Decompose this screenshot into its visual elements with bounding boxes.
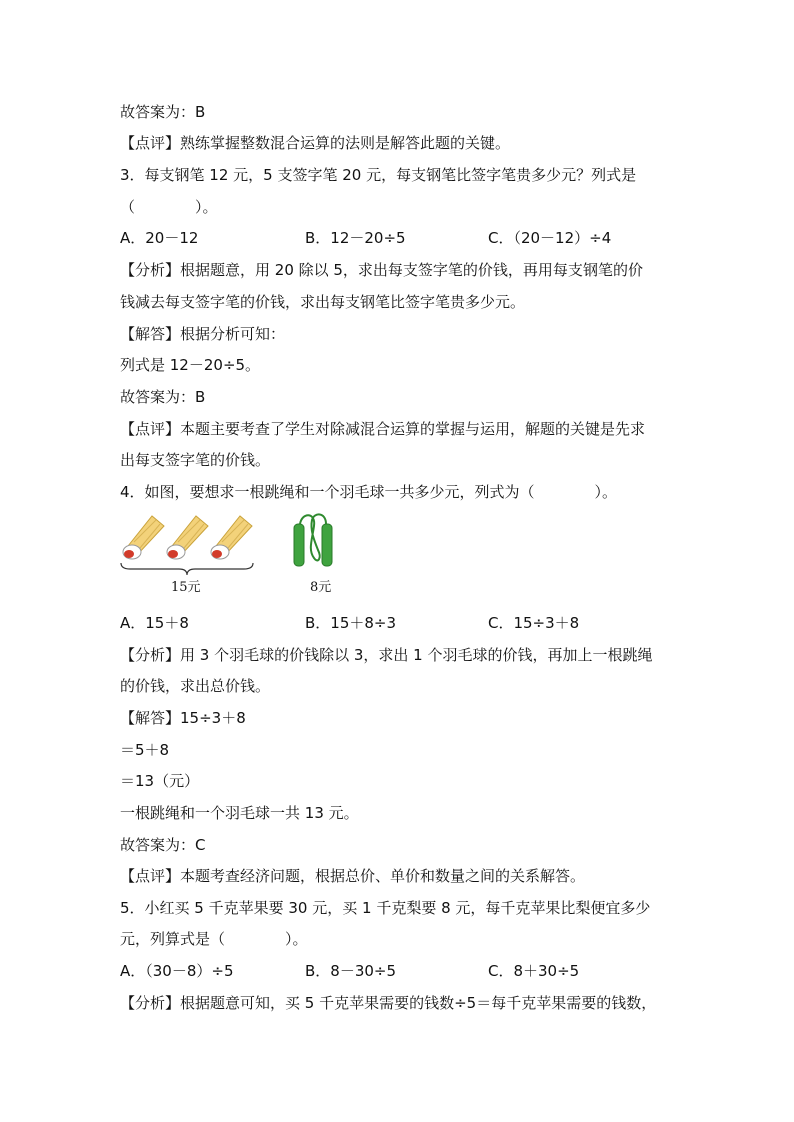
question-4-text: 4．如图，要想求一根跳绳和一个羽毛球一共多少元，列式为（ ）。	[120, 483, 618, 501]
answer-line: 故答案为：B	[120, 103, 206, 121]
comment-line: 【点评】本题主要考查了学生对除减混合运算的掌握与运用，解题的关键是先求	[120, 420, 646, 438]
solution-line: 【解答】15÷3＋8	[120, 709, 246, 727]
question-5-text: 5．小红买 5 千克苹果要 30 元，买 1 千克梨要 8 元，每千克苹果比梨便宜多少	[120, 899, 651, 917]
shuttlecock-price-caption: 15元	[171, 580, 201, 595]
q5-option-b: B．8－30÷5	[305, 962, 397, 980]
shuttlecock-icon	[167, 516, 208, 559]
comment-line: 【点评】本题考查经济问题，根据总价、单价和数量之间的关系解答。	[120, 867, 586, 885]
q5-option-c: C．8＋30÷5	[488, 962, 580, 980]
analysis-line: 【分析】根据题意可知，买 5 千克苹果需要的钱数÷5＝每千克苹果需要的钱数，	[120, 994, 657, 1012]
shuttlecock-icon	[211, 516, 252, 559]
solution-line: ＝13（元）	[120, 772, 200, 790]
analysis-line: 的价钱，求出总价钱。	[120, 677, 271, 695]
solution-line: ＝5＋8	[120, 741, 170, 759]
question-3-blank: （ ）。	[120, 198, 218, 216]
q4-option-b: B．15＋8÷3	[305, 614, 397, 632]
analysis-line: 钱减去每支签字笔的价钱，求出每支钢笔比签字笔贵多少元。	[120, 293, 526, 311]
q5-option-a: A．（30－8）÷5	[120, 962, 234, 980]
solution-line: 【解答】根据分析可知：	[120, 325, 286, 343]
answer-line: 故答案为：B	[120, 388, 206, 406]
q4-option-a: A．15＋8	[120, 614, 189, 632]
comment-line: 出每支签字笔的价钱。	[120, 451, 271, 469]
q3-option-b: B．12－20÷5	[305, 229, 406, 247]
brace-icon	[120, 562, 254, 576]
jump-rope-price-caption: 8元	[310, 580, 332, 595]
jump-rope-icon	[288, 510, 338, 570]
q3-option-c: C．（20－12）÷4	[488, 229, 612, 247]
analysis-line: 【分析】用 3 个羽毛球的价钱除以 3，求出 1 个羽毛球的价钱，再加上一根跳绳	[120, 646, 653, 664]
comment-line: 【点评】熟练掌握整数混合运算的法则是解答此题的关键。	[120, 134, 511, 152]
question-5-text: 元，列算式是（ ）。	[120, 930, 308, 948]
answer-line: 故答案为：C	[120, 836, 206, 854]
solution-line: 一根跳绳和一个羽毛球一共 13 元。	[120, 804, 359, 822]
question-3-text: 3．每支钢笔 12 元，5 支签字笔 20 元，每支钢笔比签字笔贵多少元？列式是	[120, 166, 637, 184]
q4-option-c: C．15÷3＋8	[488, 614, 580, 632]
solution-line: 列式是 12－20÷5。	[120, 356, 261, 374]
analysis-line: 【分析】根据题意，用 20 除以 5，求出每支签字笔的价钱，再用每支钢笔的价	[120, 261, 643, 279]
shuttlecock-icon	[123, 516, 164, 559]
q3-option-a: A．20－12	[120, 229, 199, 247]
